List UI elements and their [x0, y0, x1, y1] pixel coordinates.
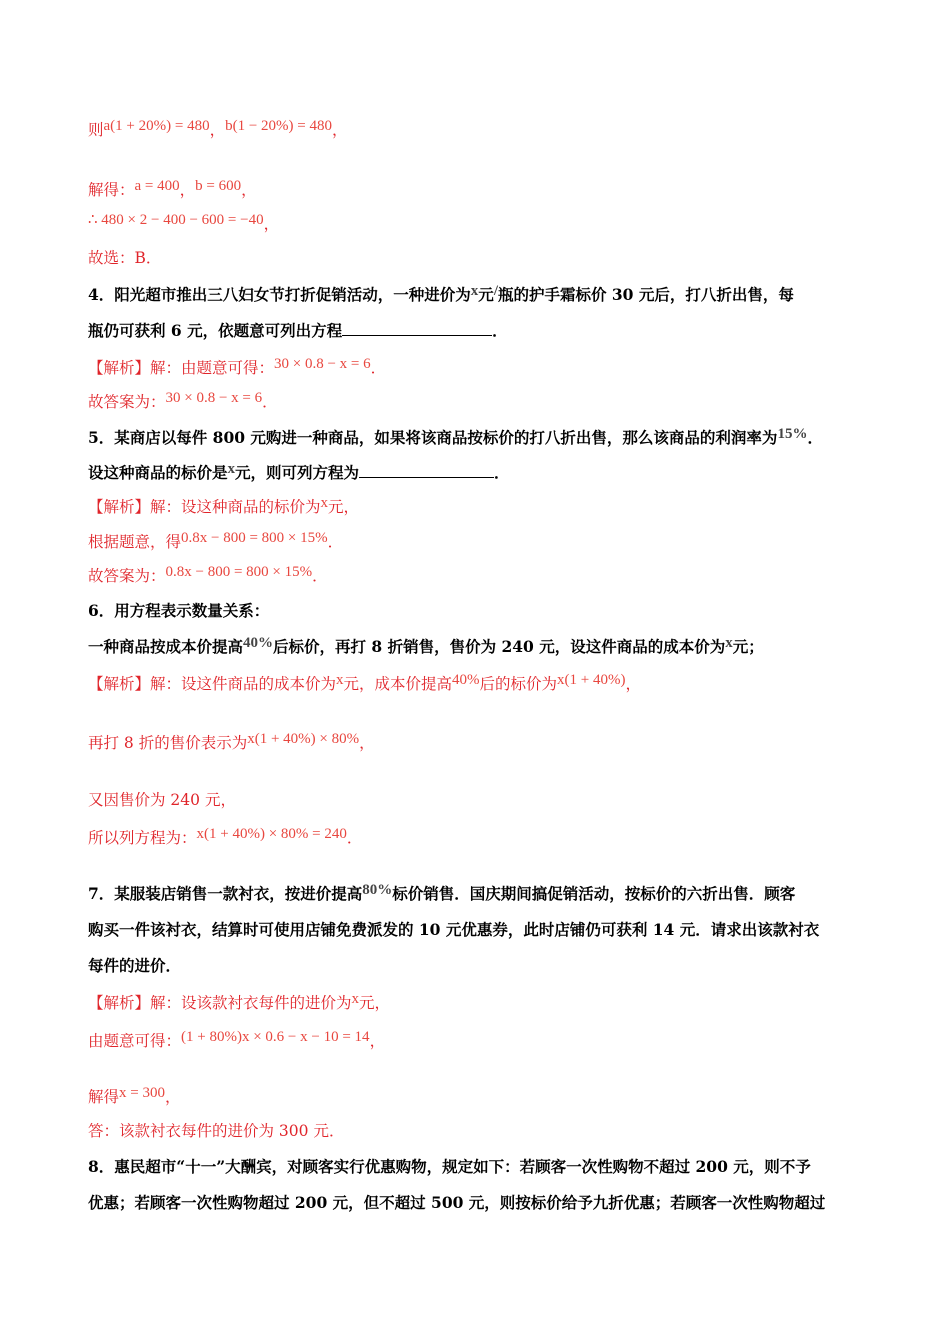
formula: a(1 + 20%) = 480	[103, 118, 210, 134]
question-4: 4．阳光超市推出三八妇女节打折促销活动，一种进价为x元/瓶的护手霜标价 30 元后，打八折出售，每	[88, 283, 794, 304]
formula: 30 × 0.8 − x = 6	[274, 356, 371, 372]
formula: 0.8x − 800 = 800 × 15%	[181, 530, 328, 546]
question-7-line2: 购买一件该衬衣，结算时可使用店铺免费派发的 10 元优惠券，此时店铺仍可获利 14 元．请求出该款衬衣	[88, 920, 820, 939]
text-line: 故选：B．	[88, 249, 162, 267]
question-6-line2: 一种商品按成本价提高40%后标价，再打 8 折销售，售价为 240 元，设这件商品的成本价为x元；	[88, 635, 764, 656]
question-5: 5．某商店以每件 800 元购进一种商品，如果将该商品按标价的打八折出售，那么该商品的利润率为15%．	[88, 426, 823, 447]
formula: 0.8x − 800 = 800 × 15%	[165, 564, 313, 580]
text-line: 则a(1 + 20%) = 480，b(1 − 20%) = 480，	[88, 118, 348, 139]
formula: x	[227, 461, 236, 477]
text-line: ∴ 480 × 2 − 400 − 600 = −40，	[88, 212, 280, 233]
solution-line: 【解析】解：由题意可得：30 × 0.8 − x = 6．	[88, 356, 387, 377]
formula: a = 400	[134, 178, 180, 194]
answer-line: 答：该款衬衣每件的进价为 300 元．	[88, 1122, 345, 1140]
formula: b = 600	[195, 178, 242, 194]
formula: x(1 + 40%)	[557, 672, 626, 688]
formula: /	[493, 283, 498, 299]
solution-line: 由题意可得：(1 + 80%)x × 0.6 − x − 10 = 14，	[88, 1029, 386, 1050]
solution-line: 又因售价为 240 元，	[88, 791, 236, 809]
formula: x	[351, 991, 360, 1007]
formula: x	[336, 672, 344, 688]
formula: 30 × 0.8 − x = 6	[165, 390, 263, 406]
formula: 15%	[777, 426, 808, 442]
solution-line: 【解析】解：设这件商品的成本价为x元，成本价提高40%后的标价为x(1 + 40%)，	[88, 672, 642, 693]
question-8-line2: 优惠；若顾客一次性购物超过 200 元，但不超过 500 元，则按标价给予九折优惠；若顾客一次性购物超过	[88, 1193, 826, 1212]
formula: (1 + 80%)x × 0.6 − x − 10 = 14	[181, 1029, 370, 1045]
question-7: 7．某服装店销售一款衬衣，按进价提高80%标价销售．国庆期间搞促销活动，按标价的六折出售．顾客	[88, 882, 796, 903]
question-4-line2: 瓶仍可获利 6 元，依题意可列出方程 ．	[88, 321, 508, 340]
formula: x	[320, 495, 329, 511]
text-line: 解得：a = 400，b = 600，	[88, 178, 257, 199]
solution-line: 再打 8 折的售价表示为x(1 + 40%) × 80%，	[88, 731, 375, 752]
solution-line: 【解析】解：设该款衬衣每件的进价为x元，	[88, 991, 391, 1012]
formula: b(1 − 20%) = 480	[225, 118, 332, 134]
formula: x(1 + 40%) × 80% = 240	[196, 826, 347, 842]
question-6: 6．用方程表示数量关系：	[88, 601, 270, 620]
question-7-line3: 每件的进价．	[88, 956, 182, 975]
answer-line: 故答案为：0.8x − 800 = 800 × 15%．	[88, 564, 328, 585]
answer-line: 故答案为：30 × 0.8 − x = 6．	[88, 390, 278, 411]
answer-line: 所以列方程为：x(1 + 40%) × 80% = 240．	[88, 826, 363, 847]
solution-line: 解得x = 300，	[88, 1085, 181, 1106]
formula: 40%	[243, 635, 274, 651]
formula: x	[725, 635, 733, 651]
question-8: 8．惠民超市“十一”大酬宾，对顾客实行优惠购物，规定如下：若顾客一次性购物不超过 200 元，则不予	[88, 1157, 811, 1176]
formula: x	[470, 283, 479, 299]
formula: 40%	[452, 672, 480, 688]
formula: 80%	[362, 882, 393, 898]
question-5-line2: 设这种商品的标价是x元，则可列方程为 ．	[88, 461, 510, 482]
solution-line: 根据题意，得0.8x − 800 = 800 × 15%．	[88, 530, 344, 551]
formula: x = 300	[119, 1085, 165, 1101]
formula: ∴ 480 × 2 − 400 − 600 = −40	[88, 212, 264, 228]
answer-blank	[342, 321, 492, 336]
answer-blank	[359, 463, 494, 478]
solution-line: 【解析】解：设这种商品的标价为x元，	[88, 495, 360, 516]
formula: x(1 + 40%) × 80%	[247, 731, 360, 747]
